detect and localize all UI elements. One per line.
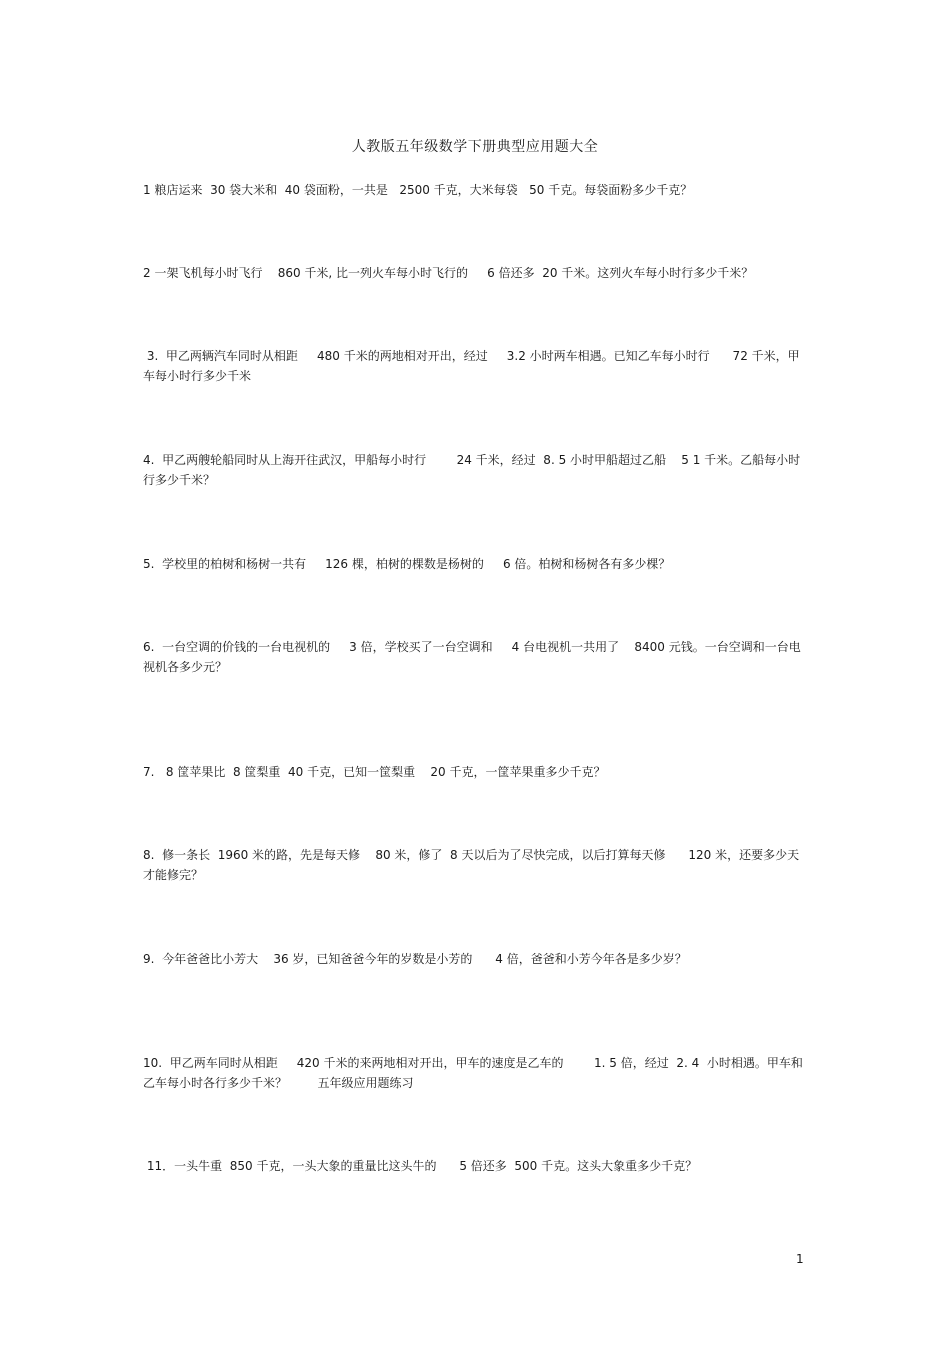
problem-5: 5. 学校里的柏树和杨树一共有 126 棵，柏树的棵数是杨树的 6 倍。柏树和杨树各有多少棵？ — [143, 557, 671, 571]
page-number: 1 — [796, 1252, 804, 1266]
problem-11: 11．一头牛重 850 千克，一头大象的重量比这头牛的 5 倍还多 500 千克。这头大象重多少千克？ — [143, 1159, 698, 1173]
problem-10: 10. 甲乙两车同时从相距 420 千米的来两地相对开出，甲车的速度是乙车的 1. 5 倍，经过 2. 4 小时相遇。甲车和乙车每小时各行多少千米？ 五年级应用题练习 — [143, 1056, 803, 1090]
problem-4: 4. 甲乙两艘轮船同时从上海开往武汉，甲船每小时行 24 千米，经过 8. 5 小时甲船超过乙船 5 1 千米。乙船每小时行多少千米？ — [143, 453, 801, 487]
document-title: 人教版五年级数学下册典型应用题大全 — [351, 139, 599, 155]
problem-8: 8. 修一条长 1960 米的路，先是每天修 80 米，修了 8 天以后为了尽快完成，以后打算每天修 120 米，还要多少天才能修完？ — [143, 848, 800, 882]
problem-7: 7. 8 筐苹果比 8 筐梨重 40 千克，已知一筐梨重 20 千克，一筐苹果重多少千克？ — [143, 765, 606, 779]
problem-9: 9. 今年爸爸比小芳大 36 岁，已知爸爸今年的岁数是小芳的 4 倍，爸爸和小芳今年各是多少岁？ — [143, 952, 687, 966]
problem-6: 6. 一台空调的价钱的一台电视机的 3 倍，学校买了一台空调和 4 台电视机一共用了 8400 元钱。一台空调和一台电视机各多少元？ — [143, 640, 801, 674]
problem-3: 3. 甲乙两辆汽车同时从相距 480 千米的两地相对开出，经过 3.2 小时两车相遇。已知乙车每小时行 72 千米，甲车每小时行多少千米 — [143, 349, 800, 383]
problem-2: 2 一架飞机每小时飞行 860 千米, 比一列火车每小时飞行的 6 倍还多 20 千米。这列火车每小时行多少千米？ — [143, 266, 754, 280]
problem-1: 1 粮店运来 30 袋大米和 40 袋面粉，一共是 2500 千克，大米每袋 50 千克。每袋面粉多少千克？ — [143, 183, 693, 197]
